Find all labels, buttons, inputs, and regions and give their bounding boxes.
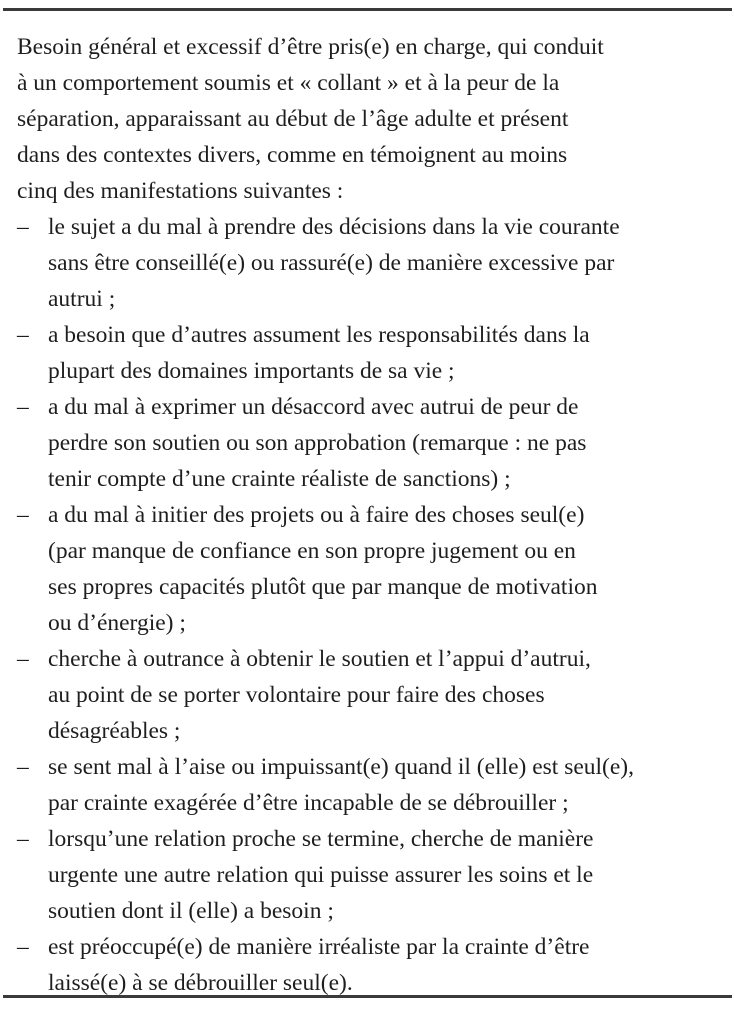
criteria-box (3, 8, 732, 998)
intro-paragraph: Besoin général et excessif d’être pris(e) en charge, qui conduit à un comportement soumis et « collant » et à la peur de la séparation, apparaissant au début de l’âge adulte et présent dans des contextes divers, comme en témoignent au moins cinq des manifestations suivantes : (17, 34, 604, 204)
criterion-item (17, 929, 731, 1001)
criterion-text: le sujet a du mal à prendre des décisions dans la vie courante sans être conseillé(e) ou rassuré(e) de manière excessive par autrui ; (48, 214, 620, 312)
dash-bullet: – (17, 826, 29, 852)
criterion-item (17, 641, 731, 749)
criterion-item (17, 317, 731, 389)
dash-bullet: – (17, 646, 29, 672)
criterion-text: lorsqu’une relation proche se termine, cherche de manière urgente une autre relation qui puisse assurer les soins et le soutien dont il (elle) a besoin ; (48, 826, 594, 924)
criterion-item (17, 749, 731, 821)
dash-bullet: – (17, 322, 29, 348)
criterion-item (17, 389, 731, 497)
criteria-list (17, 209, 731, 1001)
dash-bullet: – (17, 502, 29, 528)
criterion-text: est préoccupé(e) de manière irréaliste par la crainte d’être laissé(e) à se débrouiller seul(e). (48, 934, 590, 996)
criterion-item (17, 209, 731, 317)
dash-bullet: – (17, 934, 29, 960)
dash-bullet: – (17, 214, 29, 240)
criterion-text: cherche à outrance à obtenir le soutien et l’appui d’autrui, au point de se porter volontaire pour faire des choses désagréables ; (48, 646, 591, 744)
criterion-text: se sent mal à l’aise ou impuissant(e) quand il (elle) est seul(e), par crainte exagérée d’être incapable de se débrouiller ; (48, 754, 635, 816)
criterion-item (17, 497, 731, 641)
dash-bullet: – (17, 754, 29, 780)
criteria-content (17, 29, 731, 1001)
criterion-text: a besoin que d’autres assument les responsabilités dans la plupart des domaines importants de sa vie ; (48, 322, 590, 384)
dash-bullet: – (17, 394, 29, 420)
criterion-item (17, 821, 731, 929)
criterion-text: a du mal à initier des projets ou à faire des choses seul(e) (par manque de confiance en son propre jugement ou en ses propres capacités plutôt que par manque de motivation ou d’énergie) ; (48, 502, 598, 636)
criterion-text: a du mal à exprimer un désaccord avec autrui de peur de perdre son soutien ou son approbation (remarque : ne pas tenir compte d’une crainte réaliste de sanctions) ; (48, 394, 587, 492)
